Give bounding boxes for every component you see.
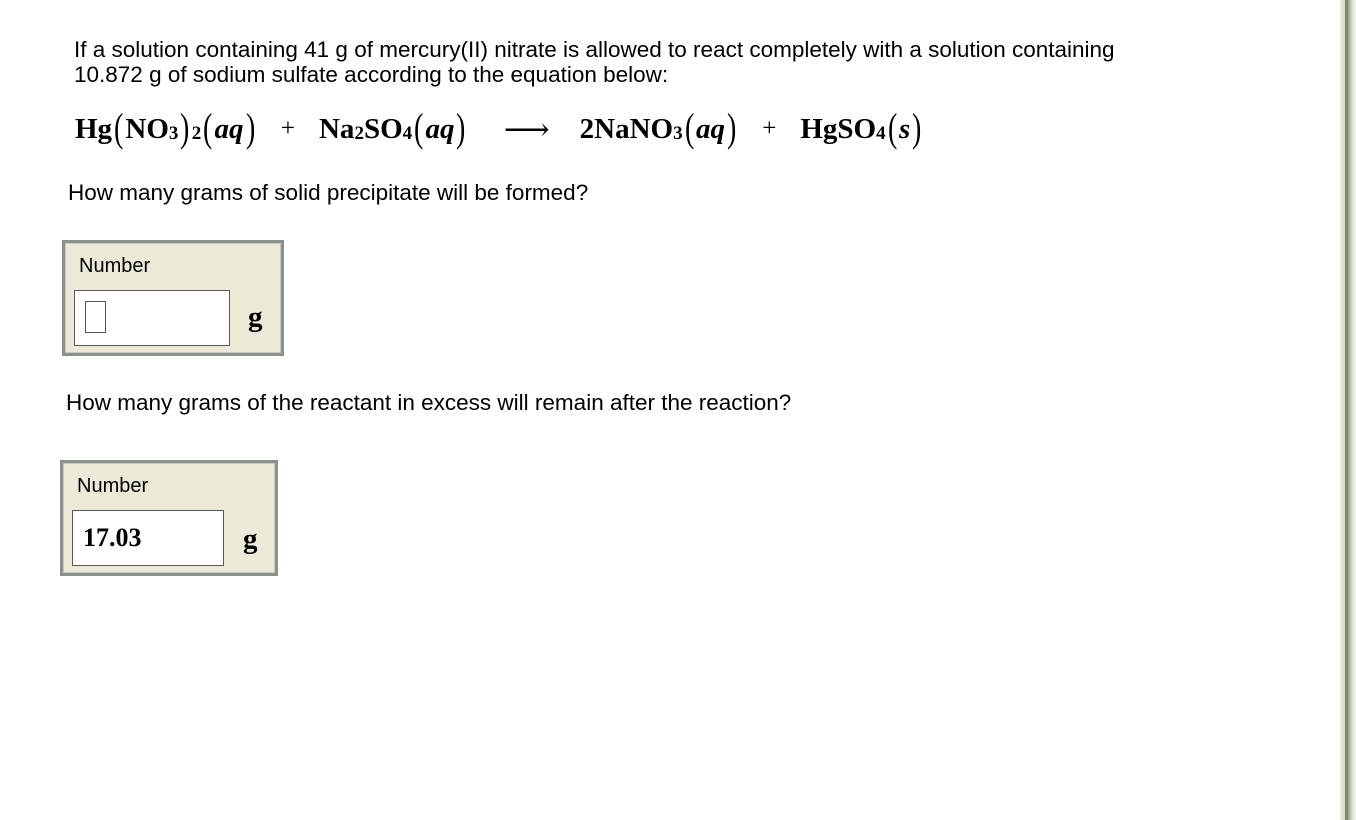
reactant2-formula-b: SO <box>363 112 403 145</box>
precipitate-mass-input[interactable] <box>74 290 230 346</box>
reactant1-formula-a: Hg <box>75 112 113 145</box>
reactant1-formula-b: NO <box>125 112 169 145</box>
product2-state: s <box>898 112 911 145</box>
intro-line-1: If a solution containing 41 g of mercury(II) nitrate is allowed to react completely with a solution containing <box>74 37 1115 62</box>
reaction-arrow-icon: ⟶ <box>503 111 550 147</box>
reactant-mercury-nitrate: Hg ( NO $_3$ ) $_2$ ( aq ) <box>75 105 255 150</box>
vertical-scrollbar[interactable] <box>1340 0 1356 820</box>
plus-sign-2: + <box>762 115 777 142</box>
unit-label: g <box>248 301 263 333</box>
reactant-sodium-sulfate: Na $_2$ SO $_4$ ( aq ) <box>318 105 466 150</box>
answer-box-excess <box>60 460 278 576</box>
product-sodium-nitrate: 2NaNO $_3$ ( aq ) <box>579 105 737 150</box>
product2-formula-a: HgSO <box>800 112 877 145</box>
excess-mass-input[interactable] <box>72 510 224 566</box>
reactant2-state: aq <box>425 112 455 145</box>
unit-label: g <box>243 523 258 555</box>
product1-state: aq <box>695 112 725 145</box>
intro-line-2: 10.872 g of sodium sulfate according to the equation below: <box>74 62 669 87</box>
answer-box-precipitate <box>62 240 284 356</box>
number-label: Number <box>79 255 151 277</box>
scrollbar-track <box>1345 0 1348 820</box>
text-cursor-icon <box>85 301 106 333</box>
product-mercury-sulfate: HgSO $_4$ ( s ) <box>800 105 922 150</box>
number-label: Number <box>77 475 149 497</box>
product1-formula-a: 2NaNO <box>579 112 674 145</box>
reactant1-state: aq <box>214 112 244 145</box>
question-intro <box>74 37 1274 87</box>
excess-mass-value: 17.03 <box>83 523 142 552</box>
reactant2-formula-a: Na <box>318 112 355 145</box>
question-precipitate: How many grams of solid precipitate will be formed? <box>68 180 589 205</box>
plus-sign-1: + <box>280 115 295 142</box>
chemical-equation <box>75 104 924 154</box>
question-excess-reactant: How many grams of the reactant in excess will remain after the reaction? <box>66 390 792 415</box>
